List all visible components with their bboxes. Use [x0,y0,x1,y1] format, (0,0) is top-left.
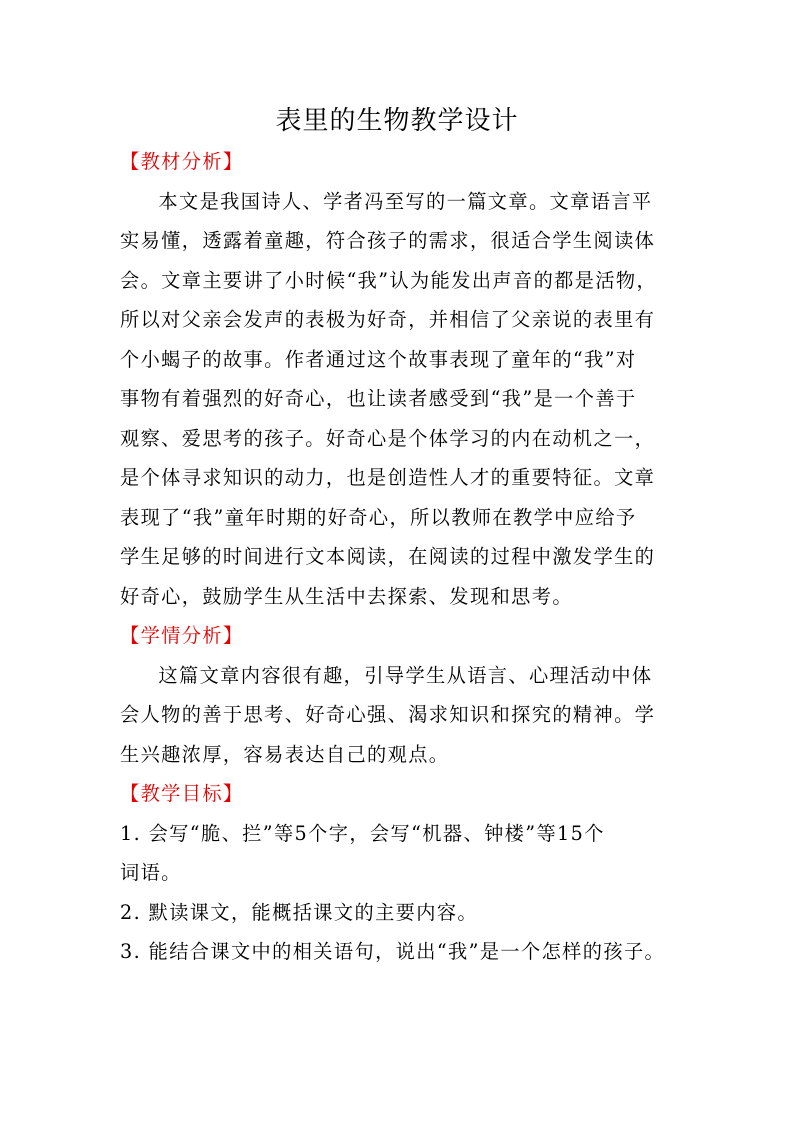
text-line: 好奇心，鼓励学生从生活中去探索、发现和思考。 [120,584,573,608]
text-line: 事物有着强烈的好奇心，也让读者感受到“我”是一个善于 [120,387,637,410]
paragraph-material [120,182,685,261]
text-line: 会。文章主要讲了小时候“我”认为能发出声音的都是活物， [120,268,658,292]
text-line: 2. 默读课文，能概括课文的主要内容。 [120,900,479,924]
paragraph-students-cont [120,735,685,775]
document-title: 表里的生物教学设计 [275,106,519,136]
text-line: 1. 会写“脆、拦”等5个字，会写“机器、钟楼”等15个 [120,821,605,845]
text-line: 表现了“我”童年时期的好奇心，所以教师在教学中应给予 [120,505,637,529]
section-label-material: 【教材分析】 [120,150,244,173]
text-line: 是个体寻求知识的动力，也是创造性人才的重要特征。文章 [120,466,656,489]
document-body [120,142,685,972]
text-line: 这篇文章内容很有趣，引导学生从语言、心理活动中体 [158,663,653,687]
text-line: 学生足够的时间进行文本阅读，在阅读的过程中激发学生的 [120,545,656,568]
text-line: 观察、爱思考的孩子。好奇心是个体学习的内在动机之一， [120,426,656,450]
goal-item [120,932,685,972]
text-line: 所以对父亲会发声的表极为好奇，并相信了父亲说的表里有 [120,308,656,331]
section-label-students: 【学情分析】 [120,624,244,647]
goal-item [120,893,685,933]
text-line: 3. 能结合课文中的相关语句，说出“我”是一个怎样的孩子。 [120,940,666,963]
text-line: 本文是我国诗人、学者冯至写的一篇文章。文章语言平 [158,189,653,213]
text-line: 个小蝎子的故事。作者通过这个故事表现了童年的“我”对 [120,347,637,371]
paragraph-students [120,656,685,735]
text-line: 生兴趣浓厚，容易表达自己的观点。 [120,742,450,766]
goal-item [120,814,685,893]
section-label-goals: 【教学目标】 [120,782,244,805]
paragraph-material-cont [120,261,685,617]
text-line: 会人物的善于思考、好奇心强、渴求知识和探究的精神。学 [120,703,656,726]
text-line: 实易懂，透露着童趣，符合孩子的需求，很适合学生阅读体 [120,229,656,252]
text-line: 词语。 [120,861,182,884]
